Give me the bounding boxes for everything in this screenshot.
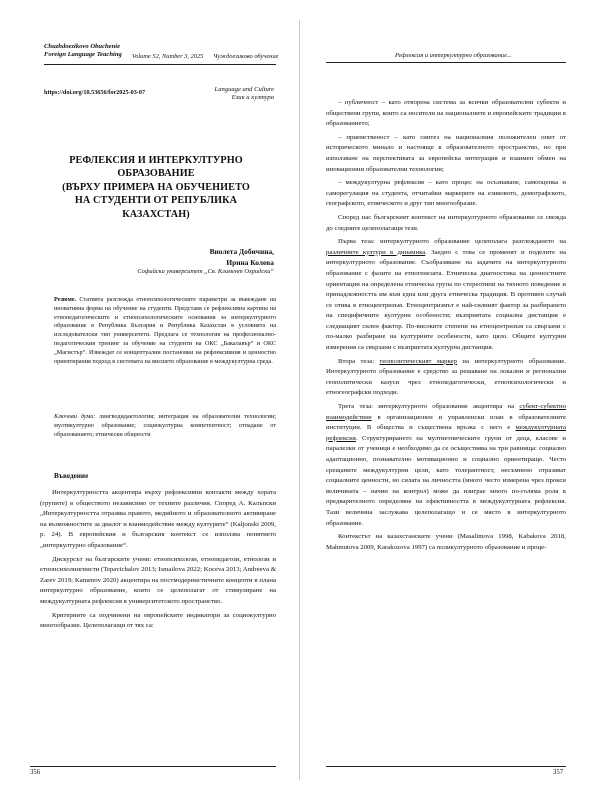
paragraph: – публичност – като отворена система за всички образователни субекти и обществени групи, които са носители на националните и европейските традиции в образованието;: [326, 99, 566, 128]
authors: [210, 247, 274, 268]
journal-name: [44, 43, 122, 59]
section-heading-introduction: Въведение: [54, 472, 89, 480]
doi-link[interactable]: https://doi.org/10.53656/for2025-03-07: [44, 89, 146, 96]
footer-rule: [30, 766, 276, 767]
header-rule: [326, 62, 566, 63]
header-rule: [44, 64, 276, 65]
rubric-en: Language and Culture: [214, 86, 274, 93]
underlined-term: междукултурната рефлексия: [326, 424, 566, 442]
title-line-3: НА СТУДЕНТИ ОТ РЕПУБЛИКА КАЗАХСТАН): [74, 195, 238, 220]
paragraph: – приемственост – като синтез на националния положителен опит от историческото минало и настояще в образователното пространство, но при използване на перспективата за европейска интеграция и взаимен обмен на иновационни образователни технологии;: [326, 133, 566, 173]
footer-rule: [326, 766, 566, 767]
journal-name-en: Foreign Language Teaching: [44, 51, 122, 58]
journal-name-bg: Chuzhdoezikovo Obuchenie: [44, 43, 121, 50]
abstract-text: Статията разглежда етнопсихологическите параметри за въвеждане на иновативна форма на обучение на студенти. Представя се рефлексивна картина на етнопедагогическите и етнопсихологическите основания за интеркултурното образование в Република България и Република Казахстан в условията на изследователски тип университети. Предлага се технология на професионално-педагогическия тренинг за обучение на студенти на ОКС „Бакалавър“ и ОКС „Магистър“. Извеждат се концептуални постановки на рефлексивния и ценностно ориентирания подход в системата на висшето образование в междукултурна среда.: [54, 296, 277, 365]
keywords-label: Ключови думи:: [54, 413, 96, 420]
keywords-text: лингводидактология; интеграция на образователни технологии; мултикултурно образование; социокултурна компетентност; отпадане от образованието; етнически общности: [54, 413, 277, 438]
abstract: [54, 296, 276, 366]
text-run: Първа теза: интеркултурното образование целеполага разглеждането на: [338, 238, 566, 246]
text-run: . Заедно с това се променят и поделите на интеркултурното образование. Съобразяване на задачите на интеркултурното образование с фазите на етногенезата. Етническа диагностика на ценностните ориентации на определена етническа група по стереотипи на тяхното поведение и принадлежността им към една или друга етническа традиция. В противен случай се отива в етноцентризъм. Етноцентризмът е най-силният фактор за разбирането на специфичните културни особености; възприятата социална дистанция е следващият силен фактор. По-високите степени на етноцентризъм са свързани с по-малко разбиране на културните особености, като цяло. Общите културни измерения са свързани с възприетата културна дистанция.: [326, 248, 566, 352]
underlined-term: геополитическият маркер: [379, 357, 458, 365]
text-run: . Структурирането на мултиетническите групи от деца, класове и паралелки от ученици е необходимо да се осъществява на три равнища: социално адаптационно, познавателно мотивационно и социално ориентиращо. Често срещаните междукултурни цели, като толерантност, несъмнено отразяват социалните ценности, но силата на личността (много често измерена чрез прокси величината – начин на контрол) може да изиграе много по-голяма роля в предварителното определяне на ефективността в междукултурната рефлексия. Тази величина заслужава целеполагащо и се място в интеркултурното образование.: [326, 434, 566, 527]
text-run: Втора теза:: [338, 357, 380, 365]
text-run: на интеркултурното образование. Интеркултурното образование е средство за решаване на локални и регионални геополитически казуси чрез етнопедагогически, етнопсихологически и етногеографски подходи.: [326, 357, 566, 397]
paragraph: Според нас българският контекст на интеркултурното образование се свежда до следните целеполагащи тези.: [326, 213, 566, 232]
author-2: Ирина Колева: [226, 257, 274, 267]
running-header: Рефлексия и интеркултурно образование...: [395, 52, 512, 59]
journal-section-label: Чуждоезиково обучение: [213, 53, 279, 60]
paragraph: – междукултурна рефлексия – като процес на осъзнаване, самооценка и саморегулация на студента, отчитайки маркерите на езиковото, демографското, географското, етническото и друг тип многообразие.: [326, 179, 566, 208]
text-run: Трета теза: интеркултурното образование акцентира на: [338, 403, 520, 411]
author-1: Виолета Добичина,: [209, 247, 274, 256]
underlined-term: различните култури в динамика: [326, 248, 426, 256]
paragraph-third-thesis: [326, 402, 566, 529]
abstract-label: Резюме.: [54, 296, 77, 303]
rubric: [215, 86, 274, 103]
paragraph-first-thesis: [326, 237, 566, 354]
paragraph-second-thesis: [326, 357, 566, 399]
introduction-body: [40, 488, 276, 635]
rubric-bg: Език и култура: [231, 94, 274, 102]
page-number: 356: [30, 769, 41, 776]
affiliation: Софийски университет „Св. Климент Охридски“: [137, 268, 274, 275]
right-page-body: [326, 98, 566, 556]
paragraph: Критериите са подчинени на европейските индикатори за социокултурно многообразие. Целеполагащи от тях са:: [40, 611, 276, 630]
page-number: 357: [553, 769, 564, 776]
paragraph: Контекстът на казахстанските учени (Masalimova 1998, Kabakova 2018, Mahmutova 2009, Karakozova 1997) са поликултурното образование и проце-: [326, 533, 566, 551]
title-line-2: (ВЪРХУ ПРИМЕРА НА ОБУЧЕНИЕТО: [62, 181, 250, 193]
paragraph: Интеркултурността акцентира върху рефлексивни контакти между хората (групите) в обществото независимо от техните различия. Според А. Калъпски „Интеркултурността отразява правото, медийното и образователното активиране на възможностите за диалог и взаимодействие между културите“ (Kaljonski 2009, p. 24). В европейския и българския контекст се използва понятието „интеркултурно образование“.: [40, 489, 276, 549]
volume-info: Volume 52, Number 3, 2025: [132, 53, 204, 60]
text-run: в организационен и управленски план в образователните институции. В общества и съществена връзка с него е: [326, 413, 566, 432]
underlined-term: субект-субектно взаимодействие: [326, 403, 566, 421]
title-line-1: РЕФЛЕКСИЯ И ИНТЕРКУЛТУРНО ОБРАЗОВАНИЕ: [69, 155, 243, 180]
keywords: [54, 413, 276, 439]
paragraph: Дискурсът на българските учени: етнопсихолози, етнопедагози, етнолози и етнопсихолингвисти (Tepavichalov 2013; Ismailova 2022; Koceva 2013; Andreeva & Zarev 2019; Kamenov 2020) акцентира на постмодернистичните концепти в плана интеркултурно образование, които се целеполагат от стимулиране на междукултурната рефлексия в университетското пространство.: [40, 555, 276, 605]
article-title: [40, 154, 272, 221]
